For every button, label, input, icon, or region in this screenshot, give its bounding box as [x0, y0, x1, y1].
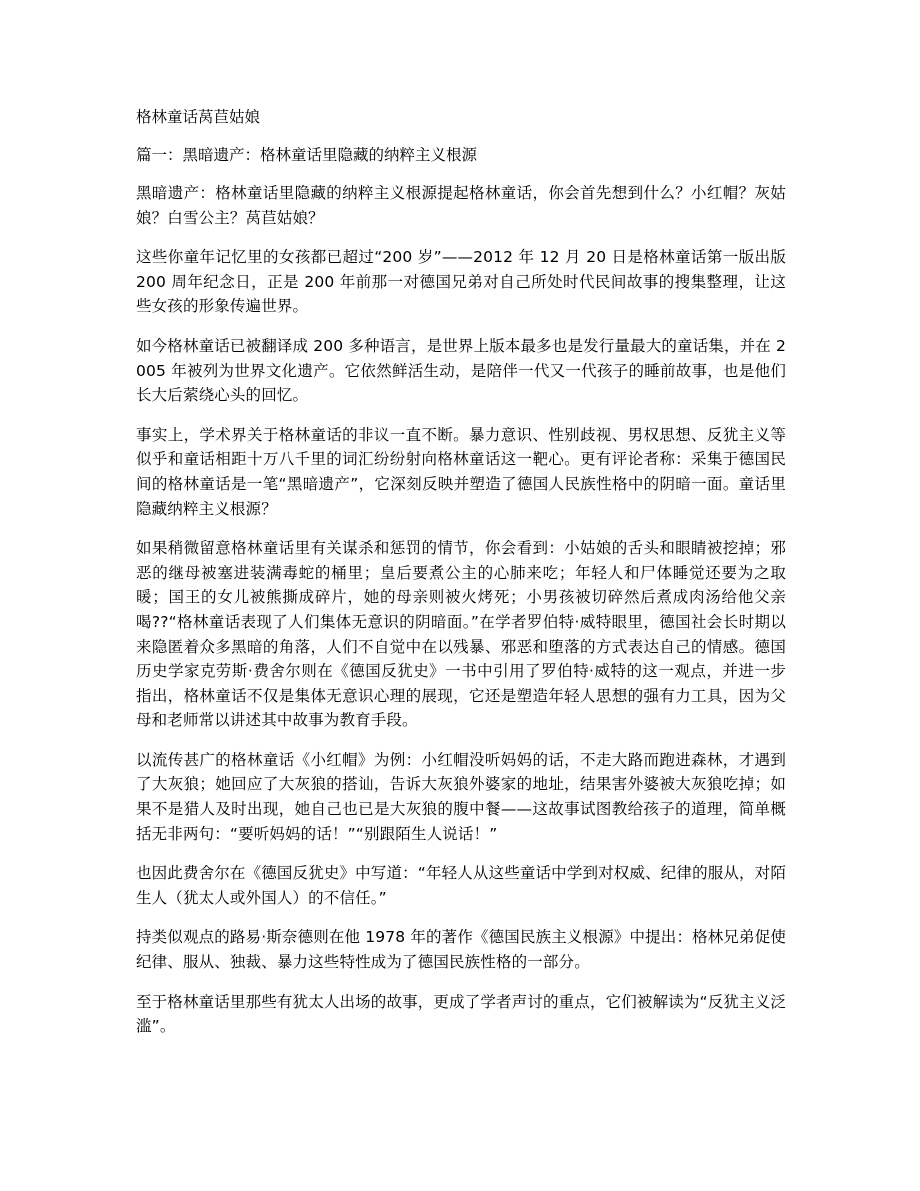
paragraph: 至于格林童话里那些有犹太人出场的故事，更成了学者声讨的重点，它们被解读为“反犹主义泛滥”。	[136, 992, 786, 1036]
paragraph: 如果稍微留意格林童话里有关谋杀和惩罚的情节，你会看到：小姑娘的舌头和眼睛被挖掉；邪恶的继母被塞进装满毒蛇的桶里；皇后要煮公主的心肺来吃；年轻人和尸体睡觉还要为之取暖；国王的女儿被熊撕成碎片，她的母亲则被火烤死；小男孩被切碎然后煮成肉汤给他父亲喝??“格林童话表现了人们集体无意识的阴暗面。”在学者罗伯特·威特眼里，德国社会长时期以来隐匿着众多黑暗的角落，人们不自觉中在以残暴、邪恶和堕落的方式表达自己的情感。德国历史学家克劳斯·费舍尔则在《德国反犹史》一书中引用了罗伯特·威特的这一观点，并进一步指出，格林童话不仅是集体无意识心理的展现，它还是塑造年轻人思想的强有力工具，因为父母和老师常以讲述其中故事为教育手段。	[136, 539, 786, 730]
paragraph: 黑暗遗产：格林童话里隐藏的纳粹主义根源提起格林童话，你会首先想到什么？小红帽？灰姑娘？白雪公主？莴苣姑娘？	[136, 184, 786, 227]
section-heading: 篇一：黑暗遗产：格林童话里隐藏的纳粹主义根源	[136, 146, 478, 164]
document-title: 格林童话莴苣姑娘	[136, 108, 261, 126]
paragraph: 持类似观点的路易·斯奈德则在他 1978 年的著作《德国民族主义根源》中提出：格林兄弟促使纪律、服从、独裁、暴力这些特性成为了德国民族性格的一部分。	[136, 928, 786, 972]
paragraph: 事实上，学术界关于格林童话的非议一直不断。暴力意识、性别歧视、男权思想、反犹主义等似乎和童话相距十万八千里的词汇纷纷射向格林童话这一靶心。更有评论者称：采集于德国民间的格林童话是一笔“黑暗遗产”，它深刻反映并塑造了德国人民族性格中的阴暗一面。童话里隐藏纳粹主义根源？	[136, 425, 786, 518]
document-body	[136, 106, 786, 1054]
paragraph: 如今格林童话已被翻译成 200 多种语言，是世界上版本最多也是发行量最大的童话集，并在 2005 年被列为世界文化遗产。它依然鲜活生动，是陪伴一代又一代孩子的睡前故事，也是他们长大后萦绕心头的回忆。	[136, 336, 786, 405]
paragraph: 也因此费舍尔在《德国反犹史》中写道：“年轻人从这些童话中学到对权威、纪律的服从，对陌生人（犹太人或外国人）的不信任。”	[136, 864, 786, 907]
paragraph: 这些你童年记忆里的女孩都已超过“200 岁”——2012 年 12 月 20 日是格林童话第一版出版 200 周年纪念日，正是 200 年前那一对德国兄弟对自己所处时代民间故事的搜集整理，让这些女孩的形象传遍世界。	[136, 248, 786, 316]
paragraph: 以流传甚广的格林童话《小红帽》为例：小红帽没听妈妈的话，不走大路而跑进森林，才遇到了大灰狼；她回应了大灰狼的搭讪，告诉大灰狼外婆家的地址，结果害外婆被大灰狼吃掉；如果不是猎人及时出现，她自己也已是大灰狼的腹中餐——这故事试图教给孩子的道理，简单概括无非两句：“要听妈妈的话！”“别跟陌生人说话！”	[136, 750, 786, 843]
